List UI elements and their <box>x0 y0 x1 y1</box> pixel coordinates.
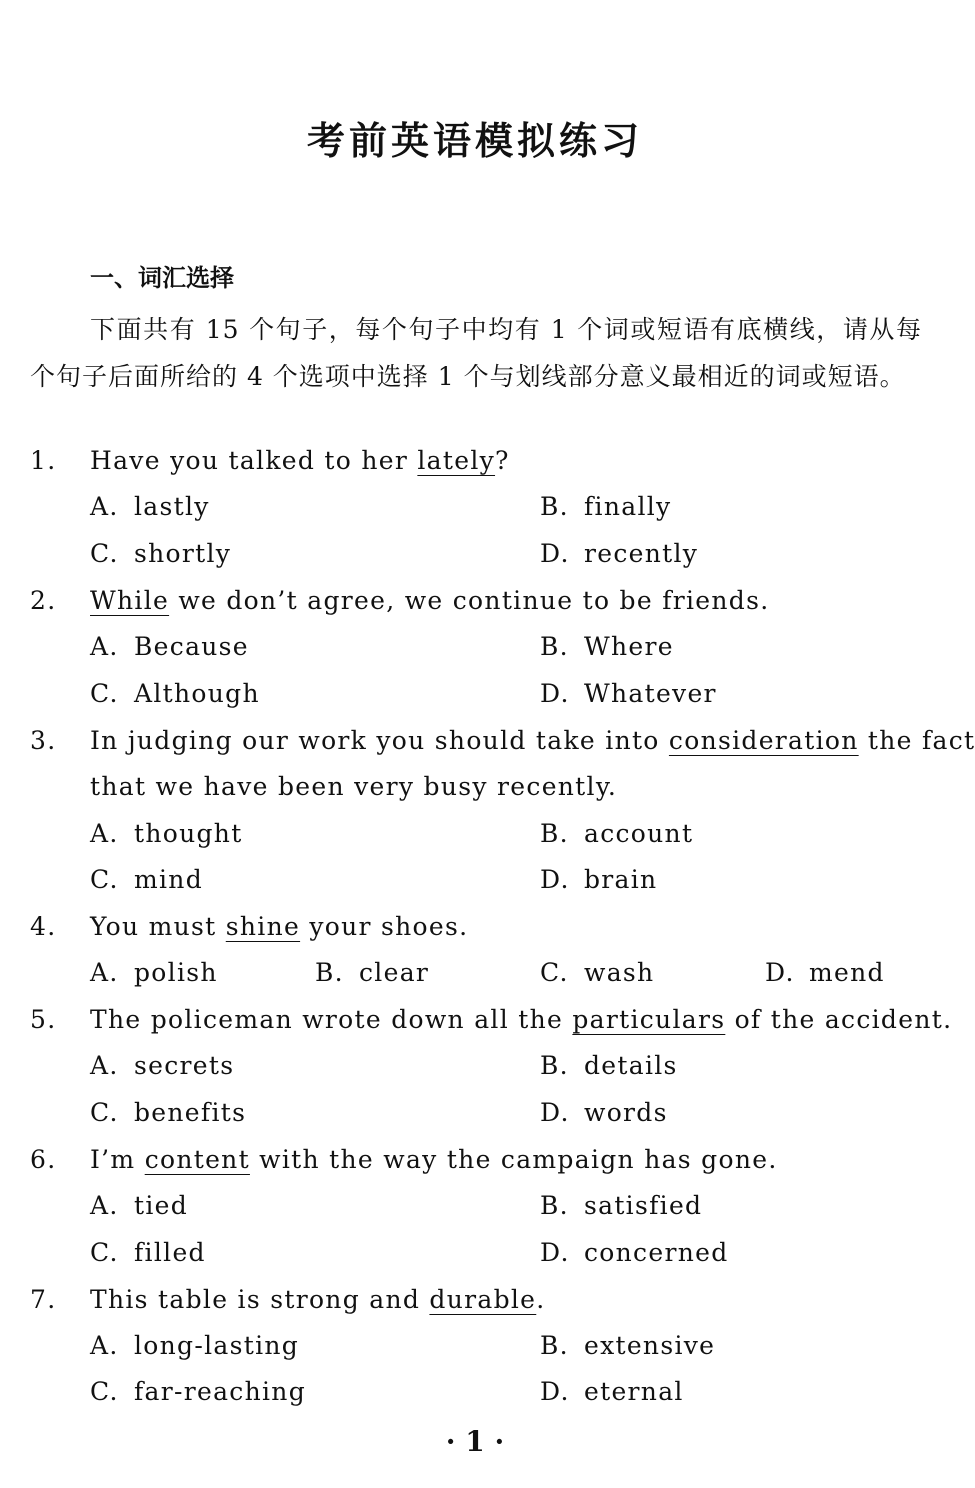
option-a[interactable]: A. polish <box>90 958 218 987</box>
section-heading: 一、词汇选择 <box>90 264 234 292</box>
question-number: 1. <box>30 446 57 475</box>
question-number: 5. <box>30 1005 57 1034</box>
question-stem: The policeman wrote down all the particulars of the accident. <box>90 1005 953 1034</box>
question-5 <box>0 1005 953 1051</box>
options-row <box>0 1191 950 1237</box>
underlined-word: content <box>144 1145 250 1174</box>
option-a[interactable]: A. Because <box>90 632 249 661</box>
question-number: 2. <box>30 586 57 615</box>
option-b[interactable]: B. finally <box>540 492 672 521</box>
question-1 <box>0 446 950 492</box>
underlined-word: shine <box>225 912 301 941</box>
option-b[interactable]: B. Where <box>540 632 674 661</box>
options-row <box>0 1051 950 1097</box>
question-4 <box>0 912 950 958</box>
question-stem: While we don’t agree, we continue to be friends. <box>90 586 770 615</box>
option-d[interactable]: D. brain <box>540 865 658 894</box>
underlined-word: consideration <box>668 726 859 755</box>
options-row <box>0 539 950 585</box>
underlined-word: lately <box>417 446 496 475</box>
option-d[interactable]: D. concerned <box>540 1238 729 1267</box>
option-a[interactable]: A. lastly <box>90 492 210 521</box>
question-6 <box>0 1145 950 1191</box>
options-row <box>0 492 950 538</box>
question-2 <box>0 586 950 632</box>
options-row <box>0 1098 950 1144</box>
options-row <box>0 679 950 725</box>
option-b[interactable]: B. account <box>540 819 694 848</box>
options-row <box>0 632 950 678</box>
option-d[interactable]: D. Whatever <box>540 679 717 708</box>
instructions: 下面共有 15 个句子，每个句子中均有 1 个词或短语有底横线，请从每个句子后面所给的 4 个选项中选择 1 个与划线部分意义最相近的词或短语。 <box>30 315 922 391</box>
question-stem: I’m content with the way the campaign has gone. <box>90 1145 778 1174</box>
option-a[interactable]: A. secrets <box>90 1051 235 1080</box>
options-row <box>0 819 950 865</box>
question-7 <box>0 1285 950 1331</box>
option-c[interactable]: C. wash <box>540 958 655 987</box>
option-a[interactable]: A. tied <box>90 1191 189 1220</box>
options-row <box>0 1377 950 1423</box>
question-number: 3. <box>30 726 57 755</box>
underlined-word: durable <box>429 1285 537 1314</box>
underlined-word: particulars <box>572 1005 726 1034</box>
question-stem: This table is strong and durable. <box>90 1285 546 1314</box>
question-stem: Have you talked to her lately? <box>90 446 510 475</box>
option-d[interactable]: D. eternal <box>540 1377 684 1406</box>
option-d[interactable]: D. words <box>540 1098 668 1127</box>
option-d[interactable]: D. recently <box>540 539 699 568</box>
option-c[interactable]: C. Although <box>90 679 260 708</box>
page-number: · 1 · <box>445 1425 505 1458</box>
option-c[interactable]: C. benefits <box>90 1098 247 1127</box>
option-a[interactable]: A. long-lasting <box>90 1331 300 1360</box>
option-c[interactable]: C. filled <box>90 1238 206 1267</box>
options-row <box>0 1238 950 1284</box>
option-b[interactable]: B. extensive <box>540 1331 716 1360</box>
question-3-continued <box>0 772 950 818</box>
option-d[interactable]: D. mend <box>765 958 885 987</box>
page-title: 考前英语模拟练习 <box>306 119 643 163</box>
question-number: 4. <box>30 912 57 941</box>
option-c[interactable]: C. mind <box>90 865 204 894</box>
option-c[interactable]: C. far-reaching <box>90 1377 307 1406</box>
underlined-word: While <box>90 586 170 615</box>
question-stem: You must shine your shoes. <box>90 912 469 941</box>
option-a[interactable]: A. thought <box>90 819 243 848</box>
options-row <box>0 865 950 911</box>
options-row <box>0 1331 950 1377</box>
option-b[interactable]: B. details <box>540 1051 678 1080</box>
question-number: 6. <box>30 1145 57 1174</box>
question-stem-continuation: that we have been very busy recently. <box>90 772 618 801</box>
options-row <box>0 958 950 1004</box>
option-b[interactable]: B. satisfied <box>540 1191 703 1220</box>
option-b[interactable]: B. clear <box>315 958 430 987</box>
question-3 <box>0 726 975 772</box>
option-c[interactable]: C. shortly <box>90 539 232 568</box>
question-number: 7. <box>30 1285 57 1314</box>
question-stem: In judging our work you should take into consideration the fact <box>90 726 975 755</box>
